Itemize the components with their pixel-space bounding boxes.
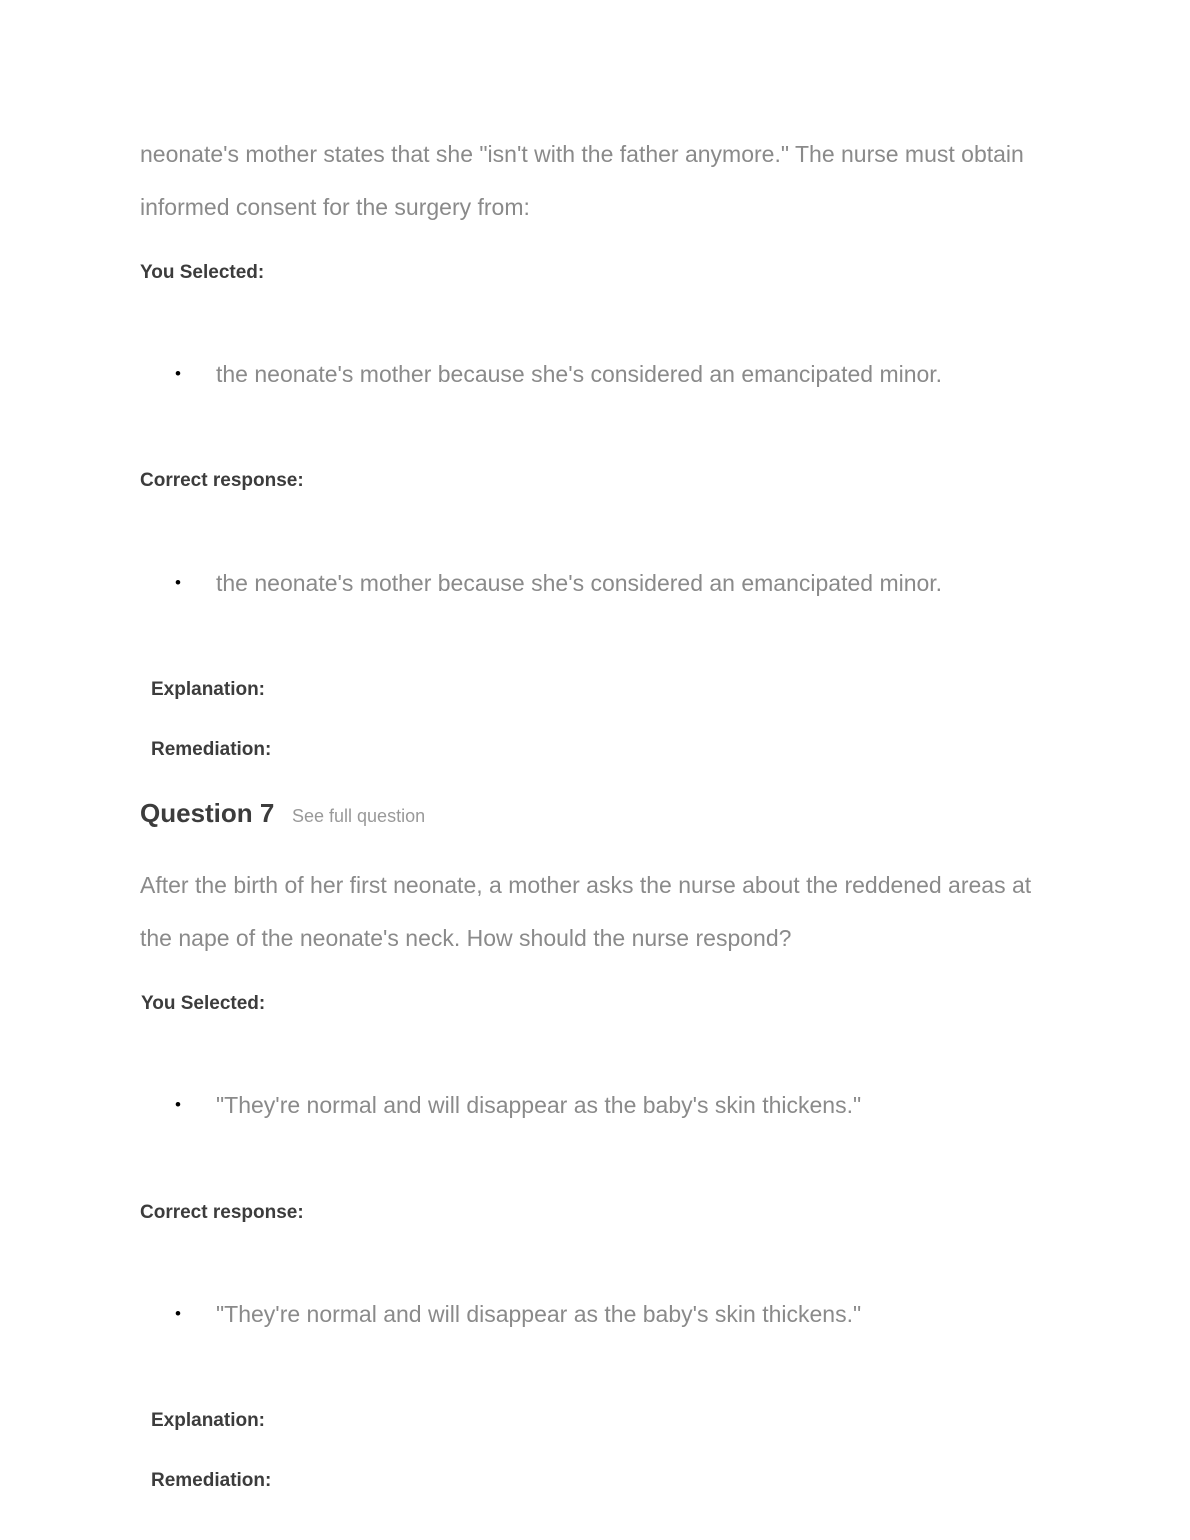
question-6-stem-line-2: informed consent for the surgery from: bbox=[140, 194, 530, 220]
question-7-selected-answer: "They're normal and will disappear as the baby's skin thickens." bbox=[216, 1092, 862, 1118]
question-7-stem-line-1: After the birth of her first neonate, a mother asks the nurse about the reddened areas at bbox=[140, 872, 1032, 898]
question-7-remediation-label: Remediation: bbox=[151, 1470, 272, 1491]
question-6-explanation-label: Explanation: bbox=[151, 679, 266, 700]
question-7-correct-response-label: Correct response: bbox=[140, 1202, 304, 1223]
question-7-stem-line-2: the nape of the neonate's neck. How should the nurse respond? bbox=[140, 925, 792, 951]
question-7-you-selected-label: You Selected: bbox=[141, 993, 266, 1014]
question-6-you-selected-label: You Selected: bbox=[140, 262, 265, 283]
bullet-icon: • bbox=[175, 364, 181, 383]
question-7-explanation-label: Explanation: bbox=[151, 1410, 266, 1431]
question-6-stem-line-1: neonate's mother states that she "isn't with the father anymore." The nurse must obtain bbox=[140, 141, 1024, 167]
question-7-title: Question 7 bbox=[140, 798, 275, 828]
question-6-correct-response-label: Correct response: bbox=[140, 470, 304, 491]
bullet-icon: • bbox=[175, 1095, 181, 1114]
question-6-correct-answer: the neonate's mother because she's considered an emancipated minor. bbox=[216, 570, 943, 596]
question-6-selected-answer: the neonate's mother because she's considered an emancipated minor. bbox=[216, 361, 943, 387]
question-7-correct-answer: "They're normal and will disappear as the baby's skin thickens." bbox=[216, 1301, 862, 1327]
bullet-icon: • bbox=[175, 573, 181, 592]
see-full-question-link[interactable]: See full question bbox=[292, 806, 426, 826]
bullet-icon: • bbox=[175, 1304, 181, 1323]
question-6-remediation-label: Remediation: bbox=[151, 739, 272, 760]
